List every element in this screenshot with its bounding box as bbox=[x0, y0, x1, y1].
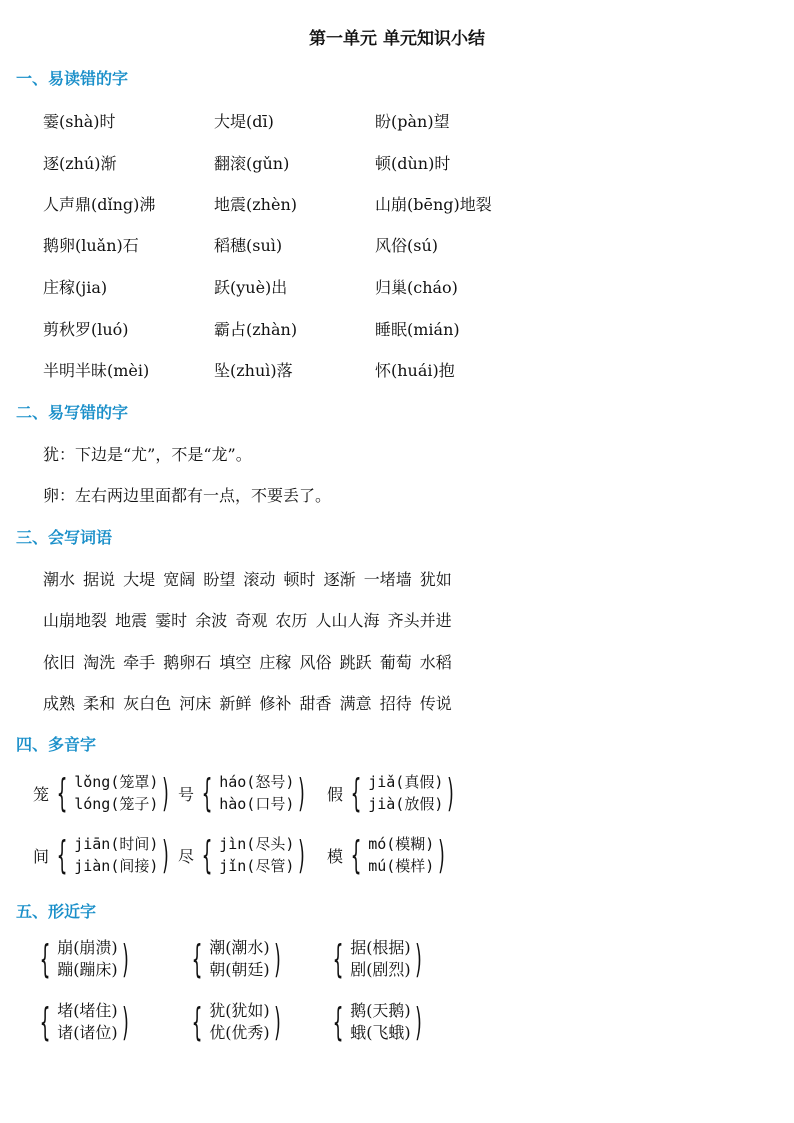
similar-char-group bbox=[185, 937, 285, 981]
section-heading-vocabulary: 三、会写词语 bbox=[16, 528, 113, 547]
polyphonic-char: 尽 bbox=[178, 846, 195, 866]
polyphonic-reading: lóng(笼子) bbox=[74, 795, 159, 813]
similar-char-item: 蹦(蹦床) bbox=[57, 960, 118, 979]
right-paren-icon: ) bbox=[162, 833, 170, 877]
misread-item: 顿(dùn)时 bbox=[375, 154, 451, 173]
right-paren-icon: ) bbox=[298, 771, 306, 815]
misread-item: 逐(zhú)渐 bbox=[43, 154, 117, 173]
misread-item: 剪秋罗(luó) bbox=[43, 320, 129, 339]
polyphonic-reading: jǐn(尽管) bbox=[219, 857, 295, 875]
polyphonic-reading: jiān(时间) bbox=[74, 835, 159, 853]
right-paren-icon: ) bbox=[121, 1000, 129, 1044]
polyphonic-group bbox=[327, 771, 458, 815]
similar-char-group bbox=[33, 937, 133, 981]
polyphonic-char: 假 bbox=[327, 784, 344, 804]
misread-item: 跃(yuè)出 bbox=[214, 278, 288, 297]
page-title: 第一单元 单元知识小结 bbox=[309, 29, 485, 49]
right-paren-icon: ) bbox=[121, 937, 129, 981]
polyphonic-group bbox=[178, 833, 309, 877]
left-brace-icon: { bbox=[39, 1000, 51, 1044]
similar-char-group bbox=[326, 1000, 426, 1044]
section-heading-polyphonic: 四、多音字 bbox=[16, 735, 97, 754]
misread-item: 半明半昧(mèi) bbox=[43, 361, 150, 380]
similar-char-item: 堵(堵住) bbox=[57, 1001, 118, 1020]
left-brace-icon: { bbox=[56, 833, 68, 877]
left-brace-icon: { bbox=[332, 1000, 344, 1044]
right-paren-icon: ) bbox=[273, 1000, 281, 1044]
left-brace-icon: { bbox=[56, 771, 68, 815]
misread-item: 霎(shà)时 bbox=[43, 112, 116, 131]
similar-char-item: 剧(剧烈) bbox=[350, 960, 411, 979]
similar-char-group bbox=[33, 1000, 133, 1044]
similar-char-item: 据(根据) bbox=[350, 938, 411, 957]
similar-char-group bbox=[326, 937, 426, 981]
left-brace-icon: { bbox=[201, 833, 213, 877]
right-paren-icon: ) bbox=[438, 833, 446, 877]
left-brace-icon: { bbox=[350, 771, 362, 815]
polyphonic-reading: lǒng(笼罩) bbox=[74, 773, 159, 791]
polyphonic-reading: jìn(尽头) bbox=[219, 835, 295, 853]
miswrite-note: 犹：下边是“尤”，不是“龙”。 bbox=[43, 445, 252, 464]
similar-char-item: 朝(朝廷) bbox=[209, 960, 270, 979]
similar-char-item: 潮(潮水) bbox=[209, 938, 270, 957]
polyphonic-char: 笼 bbox=[33, 784, 50, 804]
left-brace-icon: { bbox=[332, 937, 344, 981]
section-heading-misread: 一、易读错的字 bbox=[16, 69, 129, 88]
misread-item: 风俗(sú) bbox=[375, 236, 439, 255]
section-heading-similar-chars: 五、形近字 bbox=[16, 902, 97, 921]
left-brace-icon: { bbox=[39, 937, 51, 981]
vocabulary-line: 依旧 淘洗 牵手 鹅卵石 填空 庄稼 风俗 跳跃 葡萄 水稻 bbox=[43, 653, 452, 672]
polyphonic-reading: hào(口号) bbox=[219, 795, 295, 813]
polyphonic-group bbox=[33, 833, 173, 877]
misread-item: 盼(pàn)望 bbox=[375, 112, 450, 131]
misread-item: 怀(huái)抱 bbox=[375, 361, 455, 380]
right-paren-icon: ) bbox=[414, 1000, 422, 1044]
miswrite-note: 卵：左右两边里面都有一点，不要丢了。 bbox=[43, 486, 332, 505]
polyphonic-reading: jiàn(间接) bbox=[74, 857, 159, 875]
right-paren-icon: ) bbox=[162, 771, 170, 815]
similar-char-item: 犹(犹如) bbox=[209, 1001, 270, 1020]
right-paren-icon: ) bbox=[414, 937, 422, 981]
left-brace-icon: { bbox=[191, 1000, 203, 1044]
polyphonic-char: 号 bbox=[178, 784, 195, 804]
similar-char-item: 优(优秀) bbox=[209, 1023, 270, 1042]
polyphonic-group bbox=[327, 833, 449, 877]
vocabulary-line: 成熟 柔和 灰白色 河床 新鲜 修补 甜香 满意 招待 传说 bbox=[43, 694, 452, 713]
misread-item: 霸占(zhàn) bbox=[214, 320, 298, 339]
similar-char-item: 蛾(飞蛾) bbox=[350, 1023, 411, 1042]
similar-char-item: 鹅(天鹅) bbox=[350, 1001, 411, 1020]
right-paren-icon: ) bbox=[298, 833, 306, 877]
left-brace-icon: { bbox=[350, 833, 362, 877]
misread-item: 人声鼎(dǐng)沸 bbox=[43, 195, 156, 214]
polyphonic-reading: jiǎ(真假) bbox=[368, 773, 444, 791]
polyphonic-reading: mú(模样) bbox=[368, 857, 435, 875]
polyphonic-reading: jià(放假) bbox=[368, 795, 444, 813]
right-paren-icon: ) bbox=[273, 937, 281, 981]
right-paren-icon: ) bbox=[447, 771, 455, 815]
similar-char-item: 诸(诸位) bbox=[57, 1023, 118, 1042]
section-heading-miswrite: 二、易写错的字 bbox=[16, 403, 129, 422]
polyphonic-reading: mó(模糊) bbox=[368, 835, 435, 853]
polyphonic-char: 模 bbox=[327, 846, 344, 866]
misread-item: 翻滚(gǔn) bbox=[214, 154, 290, 173]
misread-item: 地震(zhèn) bbox=[214, 195, 297, 214]
similar-char-group bbox=[185, 1000, 285, 1044]
left-brace-icon: { bbox=[191, 937, 203, 981]
misread-item: 睡眠(mián) bbox=[375, 320, 460, 339]
polyphonic-char: 间 bbox=[33, 846, 50, 866]
polyphonic-reading: háo(怒号) bbox=[219, 773, 295, 791]
misread-item: 坠(zhuì)落 bbox=[214, 361, 293, 380]
misread-item: 鹅卵(luǎn)石 bbox=[43, 236, 139, 255]
polyphonic-group bbox=[33, 771, 173, 815]
misread-item: 大堤(dī) bbox=[214, 112, 274, 131]
misread-item: 归巢(cháo) bbox=[375, 278, 458, 297]
vocabulary-line: 山崩地裂 地震 霎时 余波 奇观 农历 人山人海 齐头并进 bbox=[43, 611, 452, 630]
vocabulary-line: 潮水 据说 大堤 宽阔 盼望 滚动 顿时 逐渐 一堵墙 犹如 bbox=[43, 570, 452, 589]
similar-char-item: 崩(崩溃) bbox=[57, 938, 118, 957]
left-brace-icon: { bbox=[201, 771, 213, 815]
misread-item: 稻穗(suì) bbox=[214, 236, 283, 255]
polyphonic-group bbox=[178, 771, 309, 815]
misread-item: 山崩(bēng)地裂 bbox=[375, 195, 492, 214]
misread-item: 庄稼(jia) bbox=[43, 278, 108, 297]
